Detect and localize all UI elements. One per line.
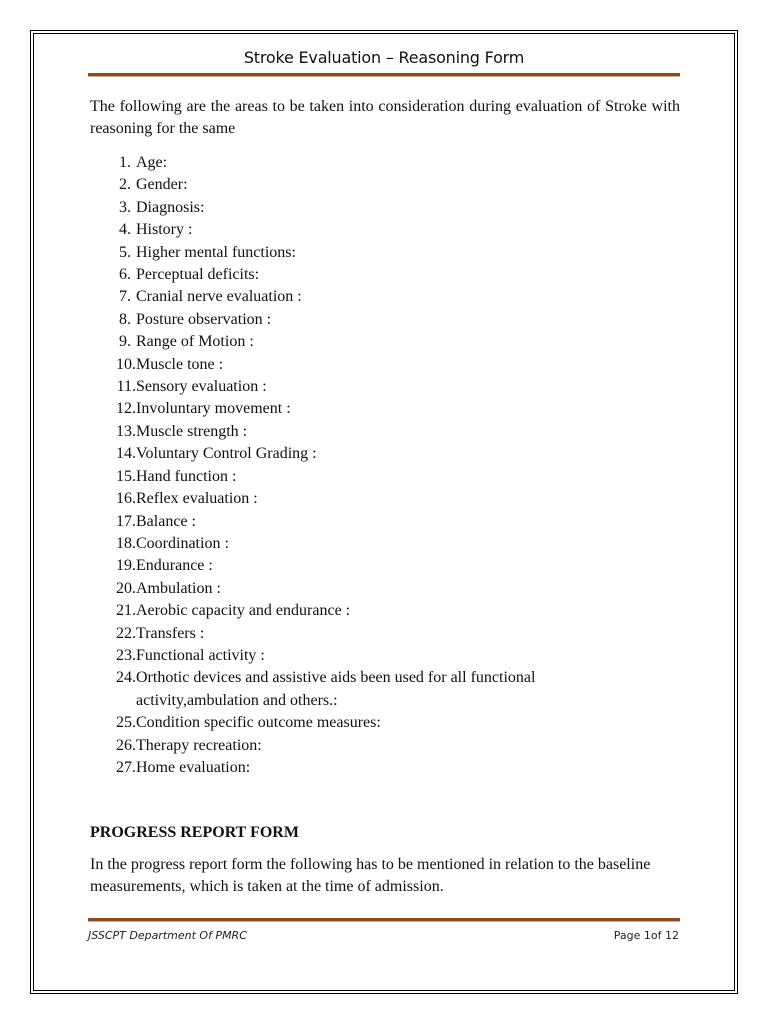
list-item-number: 6. bbox=[119, 266, 131, 284]
list-item-number: 2. bbox=[119, 176, 131, 194]
list-item bbox=[90, 555, 680, 577]
list-item-text: Gender: bbox=[136, 176, 188, 194]
list-item bbox=[90, 421, 680, 443]
list-item-text: Range of Motion : bbox=[136, 333, 254, 351]
list-item-text: Cranial nerve evaluation : bbox=[136, 288, 302, 306]
list-item-number: 13. bbox=[116, 422, 136, 440]
list-item-text: Transfers : bbox=[136, 624, 205, 642]
list-item bbox=[90, 443, 680, 465]
list-item-text: History : bbox=[136, 221, 193, 239]
list-item-number: 3. bbox=[119, 198, 131, 216]
list-item-text: Muscle tone : bbox=[136, 355, 224, 373]
list-item-text: Coordination : bbox=[136, 534, 229, 552]
list-item bbox=[90, 533, 680, 555]
list-item bbox=[90, 623, 680, 645]
list-item-number: 21. bbox=[116, 602, 136, 620]
page-header-title: Stroke Evaluation – Reasoning Form bbox=[243, 48, 525, 67]
list-item bbox=[90, 197, 680, 219]
header-rule bbox=[88, 73, 680, 77]
list-item-number: 1. bbox=[119, 154, 131, 171]
list-item bbox=[90, 578, 680, 600]
list-item-text: Higher mental functions: bbox=[136, 243, 296, 261]
list-item-number: 16. bbox=[116, 490, 136, 508]
list-item bbox=[90, 735, 680, 757]
list-item-number: 5. bbox=[119, 243, 131, 261]
list-item-text: Reflex evaluation : bbox=[136, 490, 258, 508]
list-item bbox=[90, 488, 680, 510]
list-item-text: Perceptual deficits: bbox=[136, 266, 260, 284]
list-item bbox=[90, 264, 680, 286]
list-item-text: Involuntary movement : bbox=[136, 400, 291, 418]
list-item-text: Aerobic capacity and endurance : bbox=[136, 602, 351, 620]
list-item-number: 23. bbox=[116, 646, 136, 664]
list-item bbox=[90, 511, 680, 533]
list-item bbox=[90, 174, 680, 196]
list-item-number: 11. bbox=[116, 378, 136, 396]
progress-report-heading: PROGRESS REPORT FORM bbox=[90, 824, 299, 842]
list-item-number: 10. bbox=[116, 355, 136, 373]
document-body bbox=[90, 96, 680, 898]
list-item-number: 12. bbox=[116, 400, 136, 418]
list-item bbox=[90, 466, 680, 488]
list-item-text: Posture observation : bbox=[136, 310, 272, 328]
list-item bbox=[90, 309, 680, 331]
list-item-text: Voluntary Control Grading : bbox=[136, 445, 317, 463]
list-item-text: Orthotic devices and assistive aids been used for all functional activity,ambulation and others.: bbox=[136, 669, 536, 709]
evaluation-areas-list bbox=[90, 152, 680, 779]
list-item-number: 24. bbox=[116, 669, 136, 687]
list-item bbox=[90, 219, 680, 241]
list-item-number: 18. bbox=[116, 534, 136, 552]
list-item-number: 27. bbox=[116, 758, 136, 776]
list-item-number: 9. bbox=[119, 333, 131, 351]
list-item bbox=[90, 331, 680, 353]
list-item bbox=[90, 376, 680, 398]
list-item-text: Age: bbox=[136, 154, 168, 171]
list-item-number: 4. bbox=[119, 221, 131, 239]
list-item bbox=[90, 242, 680, 264]
intro-paragraph: The following are the areas to be taken into consideration during evaluation of Stroke with reasoning for the same bbox=[90, 98, 680, 137]
list-item bbox=[90, 354, 680, 376]
list-item bbox=[90, 286, 680, 308]
list-item-text: Endurance : bbox=[136, 557, 213, 575]
list-item bbox=[90, 152, 680, 174]
list-item-number: 22. bbox=[116, 624, 136, 642]
list-item-text: Sensory evaluation : bbox=[136, 378, 267, 396]
list-item-number: 15. bbox=[116, 467, 136, 485]
list-item bbox=[90, 667, 680, 712]
list-item-text: Condition specific outcome measures: bbox=[136, 714, 381, 732]
footer-rule bbox=[88, 918, 680, 922]
list-item-text: Muscle strength : bbox=[136, 422, 248, 440]
footer-page-number: Page 1of 12 bbox=[613, 929, 679, 942]
list-item-text: Diagnosis: bbox=[136, 198, 205, 216]
list-item-text: Hand function : bbox=[136, 467, 237, 485]
list-item-number: 25. bbox=[116, 714, 136, 732]
list-item-text: Home evaluation: bbox=[136, 758, 251, 776]
list-item-number: 26. bbox=[116, 736, 136, 754]
footer-department: JSSCPT Department Of PMRC bbox=[88, 929, 247, 942]
list-item-number: 7. bbox=[119, 288, 131, 306]
list-item bbox=[90, 757, 680, 779]
list-item-number: 20. bbox=[116, 579, 136, 597]
list-item-text: Balance : bbox=[136, 512, 196, 530]
list-item-text: Therapy recreation: bbox=[136, 736, 262, 754]
progress-report-paragraph: In the progress report form the following has to be mentioned in relation to the baseline measurements, which is taken at the time of admission. bbox=[90, 856, 651, 896]
list-item-number: 8. bbox=[119, 310, 131, 328]
list-item bbox=[90, 398, 680, 420]
list-item-text: Ambulation : bbox=[136, 579, 221, 597]
list-item-text: Functional activity : bbox=[136, 646, 265, 664]
list-item-number: 14. bbox=[116, 445, 136, 463]
list-item bbox=[90, 645, 680, 667]
list-item bbox=[90, 712, 680, 734]
list-item bbox=[90, 600, 680, 622]
list-item-number: 19. bbox=[116, 557, 136, 575]
list-item-number: 17. bbox=[116, 512, 136, 530]
